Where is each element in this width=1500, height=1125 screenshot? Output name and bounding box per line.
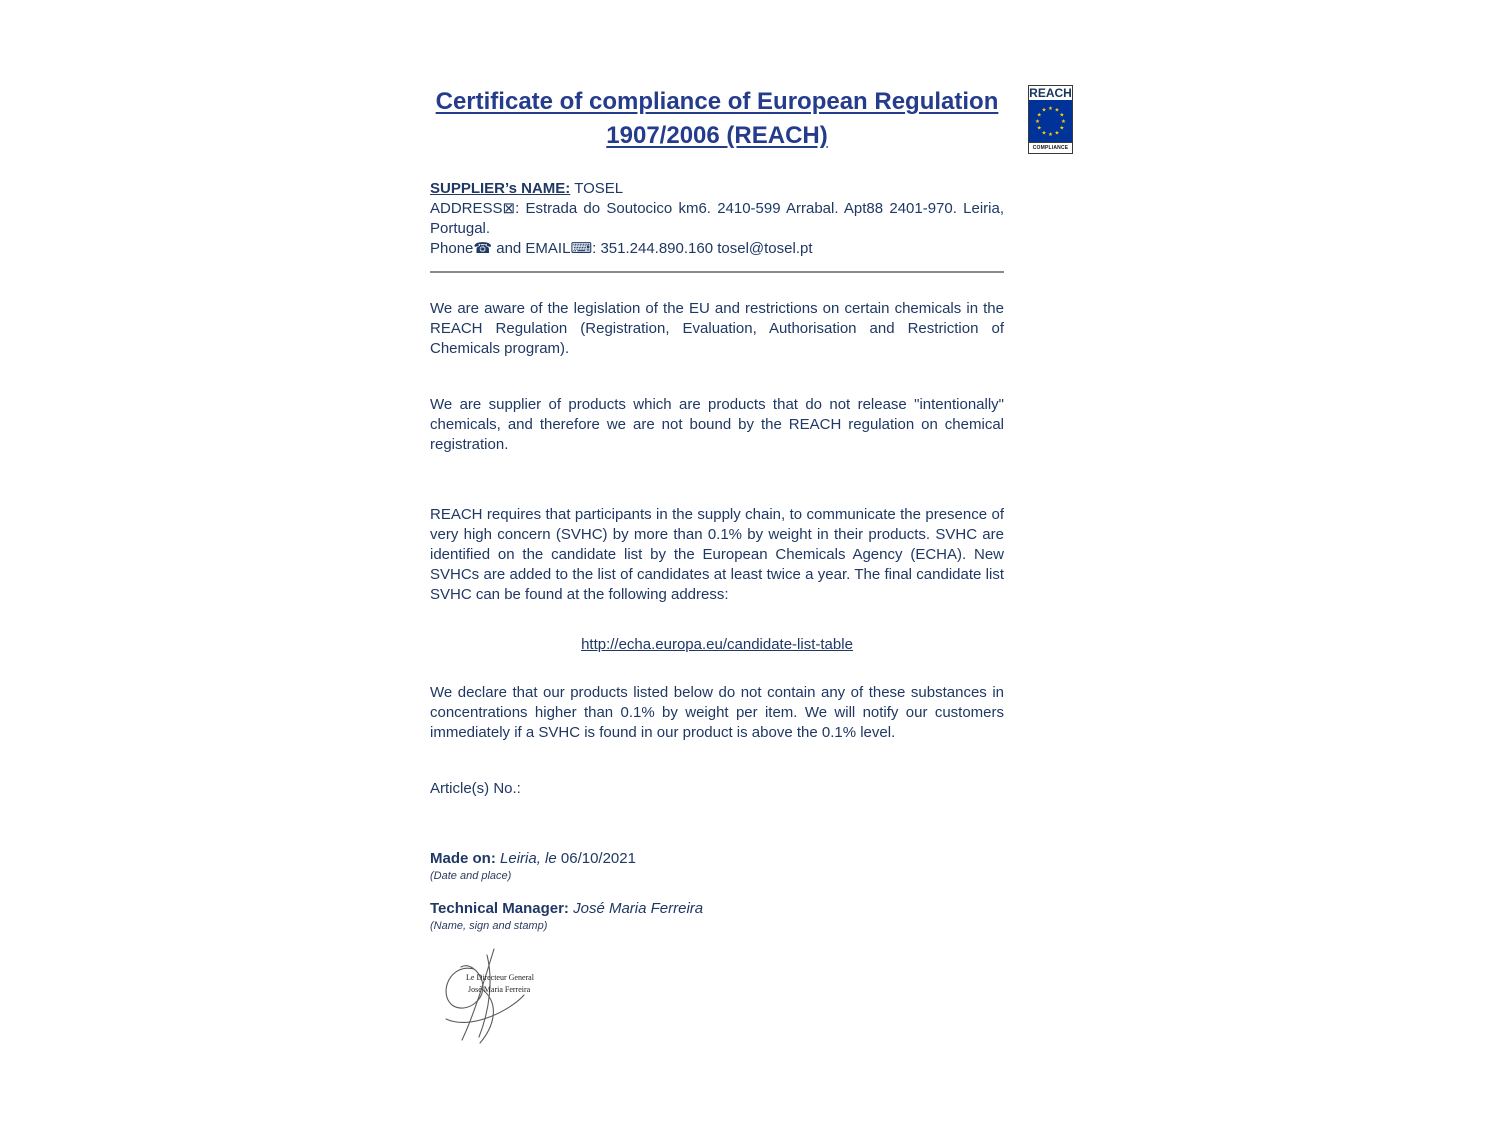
- certificate-document: [430, 85, 1004, 1053]
- reach-logo-label: REACH: [1029, 86, 1072, 100]
- svg-text:★: ★: [1061, 119, 1066, 125]
- address-label: ADDRESS: [430, 200, 503, 217]
- title-line-1: Certificate of compliance of European Regulation: [435, 88, 999, 115]
- handwritten-signature-icon: [432, 947, 567, 1047]
- signature-title-text: Le Directeur General: [466, 973, 534, 982]
- svg-text:★: ★: [1041, 107, 1047, 114]
- date-place-note: (Date and place): [430, 870, 512, 882]
- email-icon: ⌨: [570, 240, 593, 257]
- paragraph-supplier-statement: We are supplier of products which are products that do not release "intentionally" chemicals, and therefore we are not bound by the REACH regulation on chemical registration.: [430, 396, 1004, 453]
- paragraph-reach-awareness: We are aware of the legislation of the EU and restrictions on certain chemicals in the REACH Regulation (Registration, Evaluation, Authorisation and Restriction of Chemicals program).: [430, 300, 1004, 357]
- address-value: : Estrada do Soutocico km6. 2410-599 Arrabal. Apt88 2401-970. Leiria, Portugal.: [430, 200, 1004, 237]
- eu-stars-icon: [1029, 100, 1072, 142]
- candidate-list-link-row: [430, 635, 1004, 655]
- svg-text:★: ★: [1048, 106, 1053, 112]
- svg-text:★: ★: [1054, 107, 1060, 114]
- made-on-date: 06/10/2021: [556, 850, 636, 867]
- contact-value: : 351.244.890.160 tosel@tosel.pt: [592, 240, 813, 257]
- supplier-block: [430, 179, 1004, 259]
- envelope-icon: ⊠: [502, 200, 516, 217]
- supplier-name-label: SUPPLIER’s NAME:: [430, 180, 571, 197]
- svg-text:★: ★: [1035, 119, 1040, 125]
- supplier-contact-line: [430, 239, 1004, 259]
- technical-manager-label: Technical Manager:: [430, 900, 569, 917]
- eu-flag-icon: [1029, 100, 1072, 142]
- article-number-line: Article(s) No.:: [430, 780, 521, 797]
- svg-text:★: ★: [1054, 130, 1060, 137]
- technical-manager-line: [430, 899, 1004, 919]
- name-sign-stamp-note: (Name, sign and stamp): [430, 920, 548, 932]
- paragraph-svhc-requirements: REACH requires that participants in the supply chain, to communicate the presence of very high concern (SVHC) by more than 0.1% by weight in their products. SVHC are identified on the candidate list by the European Chemicals Agency (ECHA). New SVHCs are added to the list of candidates at least twice a year. The final candidate list SVHC can be found at the following address:: [430, 506, 1004, 603]
- technical-manager-value: José Maria Ferreira: [568, 900, 704, 917]
- reach-logo-compliance-label: COMPLIANCE: [1029, 142, 1072, 153]
- svg-text:★: ★: [1059, 112, 1065, 119]
- made-on-place: Leiria, le: [495, 850, 557, 867]
- svg-text:★: ★: [1041, 130, 1047, 137]
- phone-label: Phone: [430, 240, 474, 257]
- made-on-label: Made on:: [430, 850, 496, 867]
- candidate-list-link[interactable]: http://echa.europa.eu/candidate-list-table: [581, 636, 853, 653]
- made-on-line: [430, 849, 1004, 869]
- phone-icon: ☎: [473, 240, 493, 257]
- supplier-name-value: TOSEL: [570, 180, 624, 197]
- paragraph-declaration: We declare that our products listed below do not contain any of these substances in concentrations higher than 0.1% by weight per item. We will notify our customers immediately if a SVHC is found in our product is above the 0.1% level.: [430, 684, 1004, 741]
- svg-text:★: ★: [1048, 132, 1053, 138]
- supplier-address-line: [430, 199, 1004, 239]
- supplier-name-line: [430, 179, 1004, 199]
- svg-text:★: ★: [1059, 125, 1065, 132]
- signature-name-text: José Maria Ferreira: [468, 985, 531, 994]
- page-title: [430, 85, 1004, 153]
- section-divider: [430, 271, 1004, 273]
- title-line-2: 1907/2006 (REACH): [606, 122, 828, 149]
- email-label: and EMAIL: [492, 240, 571, 257]
- svg-text:★: ★: [1036, 112, 1042, 119]
- svg-text:★: ★: [1036, 125, 1042, 132]
- reach-compliance-logo: [1028, 85, 1073, 154]
- signature-block: [432, 947, 1004, 1053]
